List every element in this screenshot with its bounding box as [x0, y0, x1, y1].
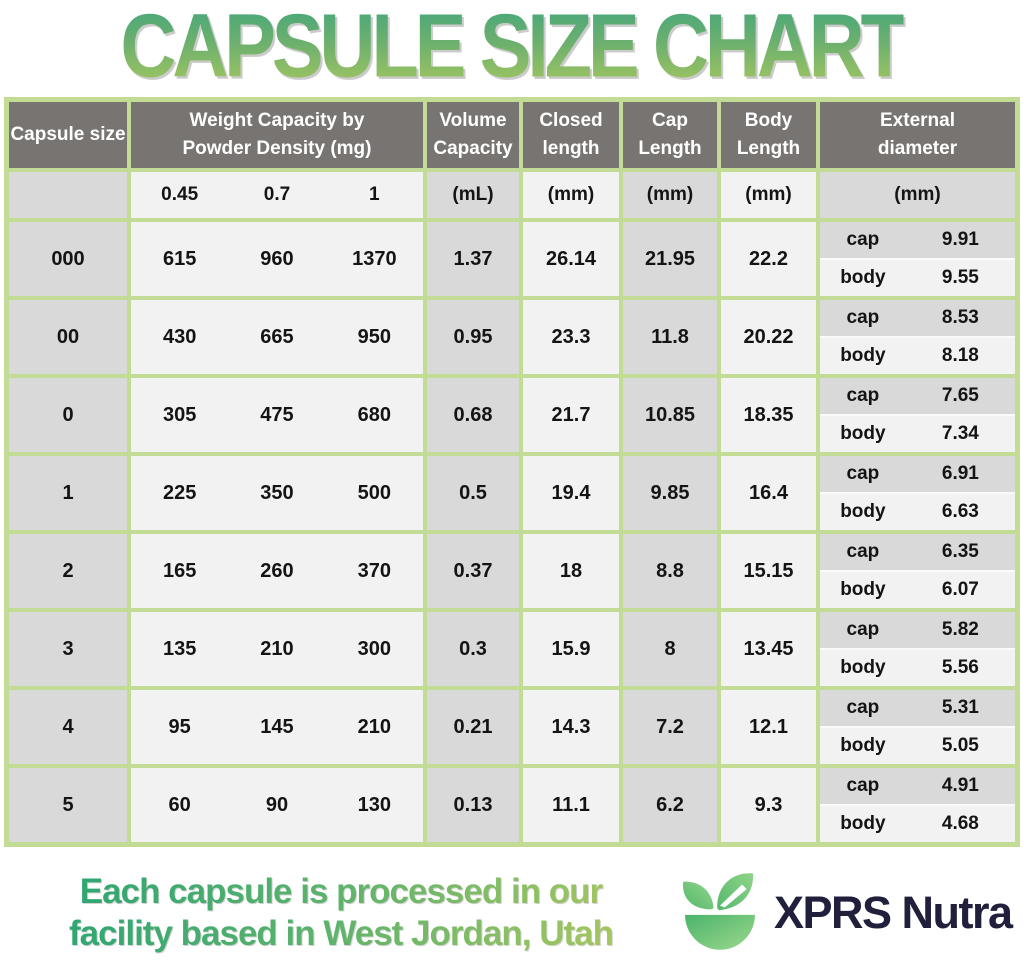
table-row-4 [9, 690, 1015, 764]
weight-045-value: 135 [162, 637, 197, 660]
body-diameter-value: 5.56 [941, 657, 979, 678]
header-capsule-size-label: Capsule size [10, 123, 126, 145]
table-row-2 [9, 534, 1015, 608]
volume-capacity-cell: 1.37 [427, 222, 519, 296]
weight-07-value: 665 [260, 325, 294, 348]
cap-length-cell: 21.95 [623, 222, 717, 296]
units-density-1: 1 [369, 184, 380, 205]
table-row-1 [9, 456, 1015, 530]
external-body-row [820, 260, 1015, 296]
external-diameter-cell [820, 768, 1015, 842]
weight-07-value: 475 [260, 403, 294, 426]
table-row-0 [9, 378, 1015, 452]
body-diameter-value: 7.34 [941, 423, 979, 444]
footer-tagline-line1: Each capsule is processed in our [79, 872, 603, 911]
header-body-line2: Length [736, 138, 801, 159]
body-label: body [840, 501, 886, 522]
cap-label: cap [846, 385, 880, 406]
volume-capacity-cell: 0.3 [427, 612, 519, 686]
weight-07-value: 350 [260, 481, 294, 504]
weight-07-value: 260 [260, 559, 294, 582]
body-length-cell: 16.4 [721, 456, 816, 530]
volume-capacity-cell: 0.13 [427, 768, 519, 842]
external-cap-row [820, 456, 1015, 494]
closed-length-cell: 14.3 [523, 690, 619, 764]
volume-capacity-cell: 0.68 [427, 378, 519, 452]
capsule-size-cell: 0 [9, 378, 127, 452]
header-cap-line1: Cap [652, 109, 688, 131]
body-label: body [840, 813, 886, 834]
weight-capacity-cell [131, 300, 423, 374]
cap-diameter-value: 4.91 [941, 775, 979, 796]
footer [0, 867, 1024, 959]
brand-name: XPRS Nutra [774, 887, 1012, 938]
weight-capacity-cell [131, 534, 423, 608]
external-diameter-cell [820, 456, 1015, 530]
cap-length-cell: 7.2 [623, 690, 717, 764]
header-external-diameter [820, 102, 1015, 168]
header-weight-capacity [131, 102, 423, 168]
footer-tagline-line2: facility based in West Jordan, Utah [69, 914, 613, 953]
cap-length-cell: 10.85 [623, 378, 717, 452]
cap-length-cell: 8 [623, 612, 717, 686]
body-label: body [840, 579, 886, 600]
units-weight-densities [131, 172, 423, 218]
table-units-row [9, 172, 1015, 218]
cap-length-cell: 9.85 [623, 456, 717, 530]
weight-045-value: 305 [162, 403, 197, 426]
units-external: (mm) [820, 172, 1015, 218]
capsule-size-cell: 1 [9, 456, 127, 530]
units-density-045: 0.45 [161, 184, 199, 205]
closed-length-cell: 21.7 [523, 378, 619, 452]
closed-length-cell: 15.9 [523, 612, 619, 686]
capsule-size-cell: 3 [9, 612, 127, 686]
body-label: body [840, 657, 886, 678]
external-cap-row [820, 768, 1015, 806]
closed-length-cell: 19.4 [523, 456, 619, 530]
weight-045-value: 225 [162, 481, 197, 504]
external-body-row [820, 338, 1015, 374]
header-volume-line1: Volume [439, 109, 507, 131]
external-body-row [820, 572, 1015, 608]
body-diameter-value: 8.18 [941, 345, 979, 366]
weight-07-value: 210 [260, 637, 294, 660]
cap-length-cell: 8.8 [623, 534, 717, 608]
external-cap-row [820, 378, 1015, 416]
external-body-row [820, 728, 1015, 764]
external-body-row [820, 416, 1015, 452]
cap-label: cap [846, 463, 880, 484]
external-diameter-cell [820, 534, 1015, 608]
header-volume-capacity [427, 102, 519, 168]
body-length-cell: 12.1 [721, 690, 816, 764]
body-diameter-value: 5.05 [941, 735, 979, 756]
weight-045-value: 430 [162, 325, 197, 348]
cap-label: cap [846, 619, 880, 640]
cap-length-cell: 6.2 [623, 768, 717, 842]
page-title [0, 0, 1024, 97]
header-weight-line1: Weight Capacity by [189, 109, 365, 131]
capsule-size-cell: 00 [9, 300, 127, 374]
closed-length-cell: 23.3 [523, 300, 619, 374]
cap-diameter-value: 5.31 [941, 697, 979, 718]
header-closed-line2: length [542, 138, 600, 159]
cap-length-cell: 11.8 [623, 300, 717, 374]
cap-diameter-value: 6.35 [941, 541, 979, 562]
closed-length-cell: 26.14 [523, 222, 619, 296]
header-cap-length [623, 102, 717, 168]
cap-label: cap [846, 307, 880, 328]
header-body-line1: Body [744, 109, 793, 131]
body-length-cell: 20.22 [721, 300, 816, 374]
table-row-00 [9, 300, 1015, 374]
cap-diameter-value: 9.91 [941, 229, 979, 250]
header-external-line2: diameter [877, 138, 958, 159]
weight-07-value: 90 [265, 793, 289, 816]
body-diameter-value: 4.68 [941, 813, 979, 834]
units-cap: (mm) [623, 172, 717, 218]
header-body-length [721, 102, 816, 168]
capsule-size-cell: 2 [9, 534, 127, 608]
weight-045-value: 615 [162, 247, 197, 270]
weight-capacity-cell [131, 378, 423, 452]
weight-capacity-cell [131, 768, 423, 842]
volume-capacity-cell: 0.5 [427, 456, 519, 530]
body-length-cell: 13.45 [721, 612, 816, 686]
weight-1-value: 500 [357, 481, 392, 504]
body-diameter-value: 9.55 [941, 267, 979, 288]
weight-1-value: 680 [357, 403, 392, 426]
header-closed-length [523, 102, 619, 168]
header-weight-line2: Powder Density (mg) [182, 138, 372, 159]
weight-capacity-cell [131, 456, 423, 530]
weight-1-value: 370 [357, 559, 392, 582]
cap-label: cap [846, 541, 880, 562]
weight-1-value: 210 [357, 715, 392, 738]
cap-label: cap [846, 697, 880, 718]
body-length-cell: 22.2 [721, 222, 816, 296]
closed-length-cell: 11.1 [523, 768, 619, 842]
body-diameter-value: 6.07 [941, 579, 979, 600]
body-length-cell: 9.3 [721, 768, 816, 842]
weight-07-value: 145 [260, 715, 294, 738]
body-length-cell: 15.15 [721, 534, 816, 608]
weight-045-value: 165 [162, 559, 197, 582]
cap-label: cap [846, 775, 880, 796]
units-density-07: 0.7 [263, 184, 291, 205]
footer-tagline [26, 871, 656, 955]
external-cap-row [820, 222, 1015, 260]
cap-diameter-value: 5.82 [941, 619, 979, 640]
weight-07-value: 960 [260, 247, 294, 270]
table-row-000 [9, 222, 1015, 296]
table-row-5 [9, 768, 1015, 842]
weight-capacity-cell [131, 222, 423, 296]
brand-logo [672, 867, 1012, 959]
capsule-size-cell: 000 [9, 222, 127, 296]
weight-1-value: 130 [357, 793, 392, 816]
capsule-size-table [4, 97, 1020, 847]
table-row-3 [9, 612, 1015, 686]
units-closed: (mm) [523, 172, 619, 218]
weight-1-value: 1370 [352, 247, 397, 270]
external-diameter-cell [820, 690, 1015, 764]
external-diameter-cell [820, 300, 1015, 374]
external-body-row [820, 494, 1015, 530]
header-volume-line2: Capacity [433, 138, 513, 159]
external-body-row [820, 650, 1015, 686]
weight-045-value: 95 [168, 715, 191, 738]
capsule-size-cell: 4 [9, 690, 127, 764]
cap-diameter-value: 6.91 [941, 463, 979, 484]
weight-1-value: 950 [357, 325, 392, 348]
body-diameter-value: 6.63 [941, 501, 979, 522]
volume-capacity-cell: 0.21 [427, 690, 519, 764]
weight-045-value: 60 [168, 793, 191, 816]
body-length-cell: 18.35 [721, 378, 816, 452]
header-external-line1: External [880, 109, 955, 131]
external-cap-row [820, 534, 1015, 572]
volume-capacity-cell: 0.95 [427, 300, 519, 374]
weight-capacity-cell [131, 612, 423, 686]
body-label: body [840, 267, 886, 288]
units-capsule-size-blank [9, 172, 127, 218]
body-label: body [840, 735, 886, 756]
table-header-row [9, 102, 1015, 168]
header-capsule-size [9, 102, 127, 168]
closed-length-cell: 18 [523, 534, 619, 608]
header-cap-line2: Length [638, 138, 702, 159]
body-label: body [840, 423, 886, 444]
capsule-size-cell: 5 [9, 768, 127, 842]
units-volume: (mL) [427, 172, 519, 218]
cap-diameter-value: 7.65 [941, 385, 979, 406]
external-cap-row [820, 612, 1015, 650]
page-title-text: CAPSULE SIZE CHART [120, 0, 903, 97]
units-body: (mm) [721, 172, 816, 218]
header-closed-line1: Closed [539, 109, 603, 131]
body-label: body [840, 345, 886, 366]
external-diameter-cell [820, 378, 1015, 452]
weight-1-value: 300 [357, 637, 392, 660]
external-diameter-cell [820, 612, 1015, 686]
mortar-leaf-icon [672, 867, 768, 959]
cap-label: cap [846, 229, 880, 250]
cap-diameter-value: 8.53 [941, 307, 979, 328]
weight-capacity-cell [131, 690, 423, 764]
volume-capacity-cell: 0.37 [427, 534, 519, 608]
external-body-row [820, 806, 1015, 842]
external-cap-row [820, 690, 1015, 728]
external-diameter-cell [820, 222, 1015, 296]
external-cap-row [820, 300, 1015, 338]
